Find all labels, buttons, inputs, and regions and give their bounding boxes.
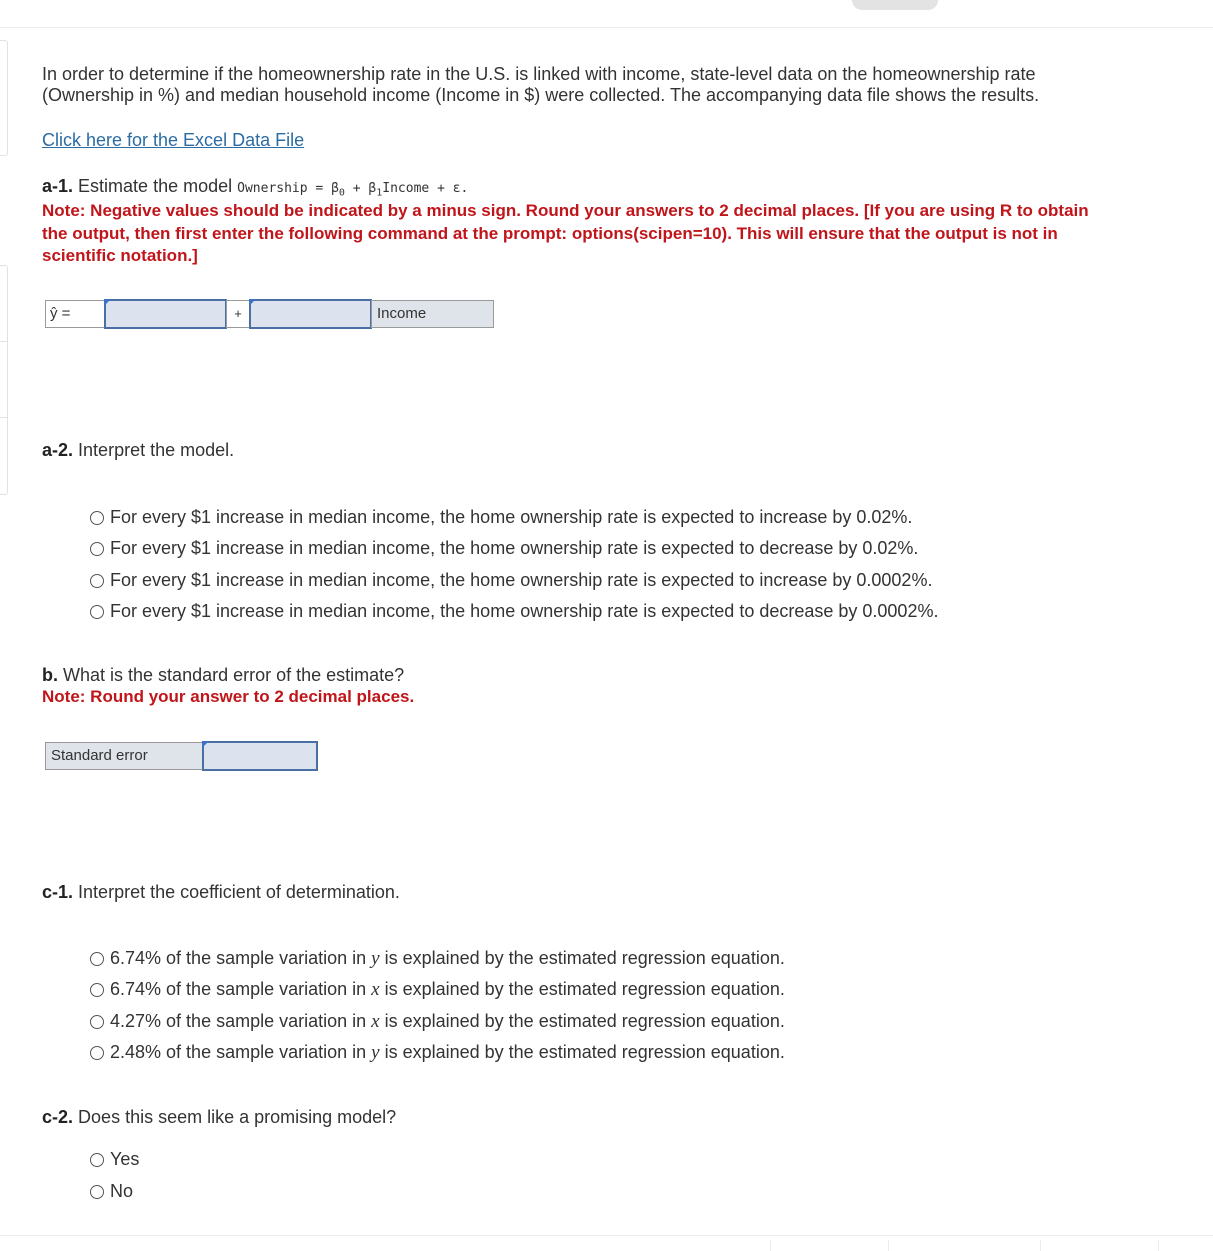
c1-option[interactable] bbox=[90, 946, 785, 970]
a2-option-text: For every $1 increase in median income, the home ownership rate is expected to increase by 0.02%. bbox=[110, 507, 913, 527]
c2-option-text: Yes bbox=[110, 1149, 140, 1169]
excel-data-link[interactable]: Click here for the Excel Data File bbox=[42, 130, 305, 150]
c1-option[interactable] bbox=[90, 1040, 785, 1064]
c1-question bbox=[42, 882, 400, 903]
radio-button[interactable] bbox=[90, 983, 104, 997]
standard-error-label: Standard error bbox=[45, 742, 203, 770]
a1-note-line-3: scientific notation.] bbox=[42, 246, 198, 265]
a1-label: a-1. bbox=[42, 176, 74, 196]
a2-option-text: For every $1 increase in median income, the home ownership rate is expected to decrease by 0.0002%. bbox=[110, 601, 939, 621]
c1-option-post: is explained by the estimated regression equation. bbox=[379, 979, 785, 999]
a2-question-text: Interpret the model. bbox=[78, 440, 235, 460]
a2-option-text: For every $1 increase in median income, the home ownership rate is expected to increase by 0.0002%. bbox=[110, 570, 933, 590]
bottom-tick bbox=[770, 1240, 771, 1251]
radio-button[interactable] bbox=[90, 1185, 104, 1199]
c1-option-var: y bbox=[371, 948, 380, 969]
radio-button[interactable] bbox=[90, 1153, 104, 1167]
intro-line-2: (Ownership in %) and median household income (Income in $) were collected. The accompanying data file shows the results. bbox=[42, 85, 1040, 105]
a2-option[interactable] bbox=[90, 599, 938, 623]
radio-button[interactable] bbox=[90, 511, 104, 525]
bottom-tick bbox=[888, 1240, 889, 1251]
model-formula bbox=[237, 181, 469, 199]
bottom-tick bbox=[1158, 1240, 1159, 1251]
c1-option-pre: 6.74% of the sample variation in bbox=[110, 979, 372, 999]
c1-option-var: y bbox=[371, 1042, 380, 1063]
standard-error-row bbox=[45, 742, 318, 772]
top-bar bbox=[0, 0, 1213, 28]
radio-button[interactable] bbox=[90, 1046, 104, 1060]
regression-equation-row bbox=[45, 300, 494, 330]
c1-option-pre: 2.48% of the sample variation in bbox=[110, 1042, 372, 1062]
a1-note-line-2: the output, then first enter the following command at the prompt: options(scipen=10). This will ensure that the output is not in bbox=[42, 223, 1058, 243]
radio-button[interactable] bbox=[90, 574, 104, 588]
income-label: Income bbox=[371, 300, 494, 328]
a2-question bbox=[42, 440, 234, 461]
beta1-sub: 1 bbox=[376, 187, 383, 199]
c2-question-text: Does this seem like a promising model? bbox=[78, 1107, 397, 1127]
yhat-label: ŷ = bbox=[45, 300, 105, 328]
c1-question-text: Interpret the coefficient of determination. bbox=[78, 882, 400, 902]
c1-option-var: x bbox=[371, 1011, 380, 1032]
c1-option-pre: 6.74% of the sample variation in bbox=[110, 948, 372, 968]
model-rest: Income + ε. bbox=[382, 181, 469, 196]
radio-button[interactable] bbox=[90, 952, 104, 966]
c1-option[interactable] bbox=[90, 1009, 785, 1033]
b-note: Note: Round your answer to 2 decimal places. bbox=[42, 687, 415, 706]
model-eq-beta0: = β bbox=[307, 181, 339, 196]
c1-option-post: is explained by the estimated regression equation. bbox=[379, 1042, 785, 1062]
c1-option-post: is explained by the estimated regression equation. bbox=[379, 1011, 785, 1031]
slope-input[interactable] bbox=[249, 299, 372, 329]
left-margin-marker bbox=[0, 265, 8, 495]
standard-error-input[interactable] bbox=[202, 741, 318, 771]
left-margin-marker bbox=[0, 40, 8, 156]
model-plus-beta1: + β bbox=[344, 181, 377, 196]
c1-option[interactable] bbox=[90, 977, 785, 1001]
beta0-sub: 0 bbox=[338, 187, 345, 199]
c2-option-yes[interactable] bbox=[90, 1147, 139, 1171]
radio-button[interactable] bbox=[90, 605, 104, 619]
c1-option-pre: 4.27% of the sample variation in bbox=[110, 1011, 372, 1031]
left-margin-tick bbox=[0, 417, 7, 418]
a1-note-line-1: Note: Negative values should be indicated by a minus sign. Round your answers to 2 decimal places. [If you are using R to obtain bbox=[42, 201, 1089, 220]
radio-button[interactable] bbox=[90, 542, 104, 556]
a1-question-text: Estimate the model bbox=[78, 176, 233, 196]
c1-option-var: x bbox=[371, 979, 380, 1000]
a2-option[interactable] bbox=[90, 505, 912, 529]
intro-text bbox=[42, 64, 1039, 106]
top-tab[interactable] bbox=[852, 0, 938, 10]
a2-label: a-2. bbox=[42, 440, 74, 460]
left-margin-tick bbox=[0, 341, 7, 342]
c1-label: c-1. bbox=[42, 882, 74, 902]
c2-question bbox=[42, 1107, 396, 1128]
b-question-text: What is the standard error of the estimate? bbox=[63, 665, 405, 685]
plus-sign: + bbox=[226, 300, 250, 328]
b-question bbox=[42, 665, 404, 686]
bottom-divider bbox=[0, 1235, 1213, 1236]
c2-option-no[interactable] bbox=[90, 1179, 133, 1203]
bottom-tick bbox=[1040, 1240, 1041, 1251]
b-label: b. bbox=[42, 665, 58, 685]
a1-note bbox=[42, 200, 1089, 268]
intro-line-1: In order to determine if the homeownership rate in the U.S. is linked with income, state-level data on the homeownership rate bbox=[42, 64, 1036, 84]
c2-option-text: No bbox=[110, 1181, 134, 1201]
a2-option[interactable] bbox=[90, 536, 918, 560]
radio-button[interactable] bbox=[90, 1015, 104, 1029]
a2-option-text: For every $1 increase in median income, the home ownership rate is expected to decrease by 0.02%. bbox=[110, 538, 919, 558]
model-response: Ownership bbox=[237, 181, 308, 196]
c1-option-post: is explained by the estimated regression equation. bbox=[379, 948, 785, 968]
c2-label: c-2. bbox=[42, 1107, 74, 1127]
a2-option[interactable] bbox=[90, 568, 932, 592]
intercept-input[interactable] bbox=[104, 299, 227, 329]
